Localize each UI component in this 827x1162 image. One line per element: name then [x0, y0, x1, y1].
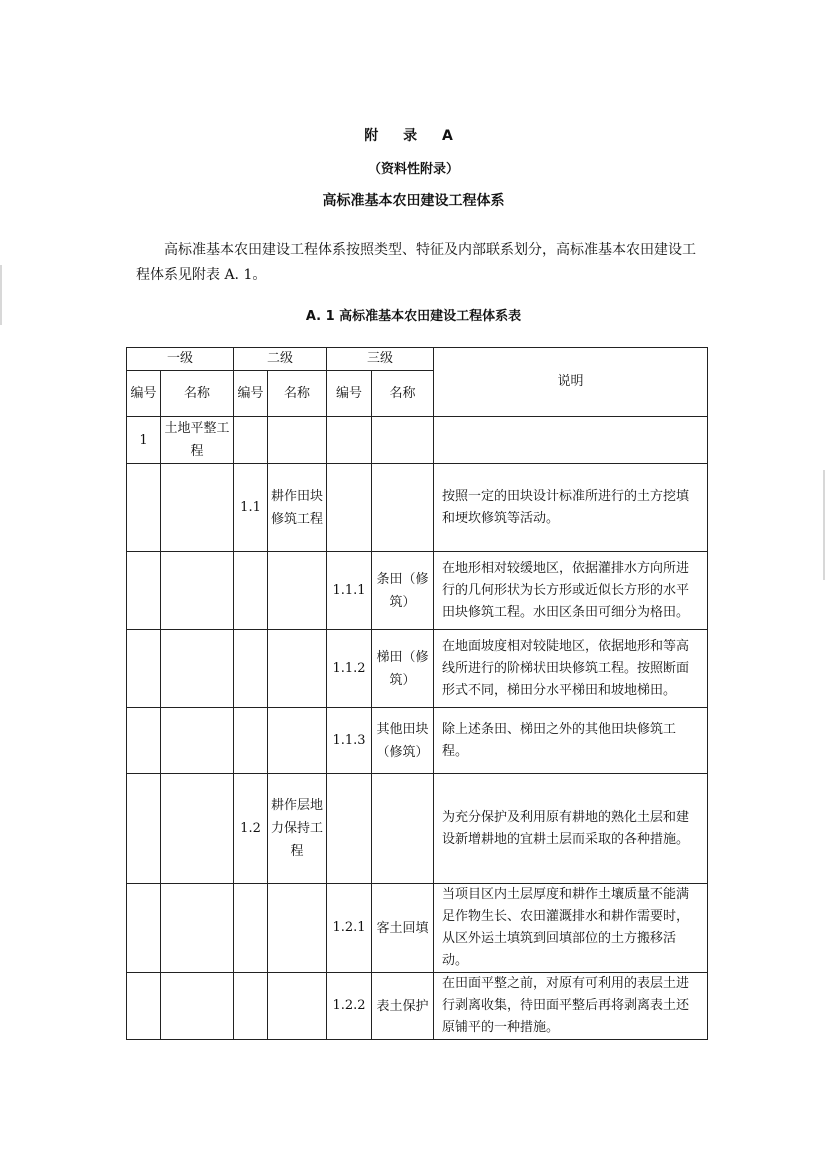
table-row [127, 417, 708, 464]
level3-name-cell: 条田（修筑） [372, 552, 434, 630]
level1-number-cell [127, 630, 161, 708]
engineering-system-table [126, 347, 708, 1040]
level2-number-cell [234, 552, 268, 630]
level2-number-cell [234, 708, 268, 774]
table-group-header-row [127, 348, 708, 371]
description-cell: 按照一定的田块设计标准所进行的土方挖填和埂坎修筑等活动。 [434, 464, 708, 552]
table-row [127, 552, 708, 630]
level3-number-cell [327, 417, 372, 464]
level3-name-cell: 表土保护 [372, 973, 434, 1040]
level1-name-cell: 土地平整工程 [161, 417, 234, 464]
level2-number-header: 编号 [234, 371, 268, 417]
table-row [127, 973, 708, 1040]
level1-number-header: 编号 [127, 371, 161, 417]
level3-name-cell [372, 464, 434, 552]
level3-number-cell: 1.2.2 [327, 973, 372, 1040]
level2-name-header: 名称 [268, 371, 327, 417]
level3-number-cell: 1.1.3 [327, 708, 372, 774]
level2-number-cell: 1.2 [234, 774, 268, 884]
level2-name-cell [268, 630, 327, 708]
level2-header: 二级 [234, 348, 327, 371]
level3-name-cell [372, 774, 434, 884]
level3-number-cell: 1.1.2 [327, 630, 372, 708]
appendix-title: 附 录 A [364, 128, 463, 144]
level2-name-cell [268, 884, 327, 973]
table-row [127, 708, 708, 774]
table-row [127, 774, 708, 884]
table-row [127, 884, 708, 973]
level1-name-cell [161, 630, 234, 708]
level1-number-cell [127, 774, 161, 884]
level2-name-cell: 耕作层地力保持工程 [268, 774, 327, 884]
level2-name-cell [268, 973, 327, 1040]
level2-name-cell: 耕作田块修筑工程 [268, 464, 327, 552]
level3-number-cell: 1.2.1 [327, 884, 372, 973]
level1-number-cell [127, 464, 161, 552]
level2-name-cell [268, 708, 327, 774]
level3-name-cell [372, 417, 434, 464]
level2-number-cell [234, 884, 268, 973]
level1-name-cell [161, 774, 234, 884]
level3-number-cell [327, 774, 372, 884]
level3-number-cell: 1.1.1 [327, 552, 372, 630]
level3-name-cell: 梯田（修筑） [372, 630, 434, 708]
level2-number-cell [234, 417, 268, 464]
level2-number-cell: 1.1 [234, 464, 268, 552]
level1-name-cell [161, 884, 234, 973]
level3-number-cell [327, 464, 372, 552]
level1-header: 一级 [127, 348, 234, 371]
level3-header: 三级 [327, 348, 434, 371]
level1-name-cell [161, 552, 234, 630]
description-cell [434, 417, 708, 464]
level2-name-cell [268, 552, 327, 630]
level1-name-header: 名称 [161, 371, 234, 417]
description-header: 说明 [434, 348, 708, 417]
scan-edge-mark [823, 470, 825, 580]
level3-number-header: 编号 [327, 371, 372, 417]
table-row [127, 630, 708, 708]
appendix-subject-title: 高标准基本农田建设工程体系 [322, 193, 505, 209]
level3-name-cell: 其他田块（修筑） [372, 708, 434, 774]
level1-number-cell [127, 973, 161, 1040]
description-cell: 在地形相对较缓地区，依据灌排水方向所进行的几何形状为长方形或近似长方形的水平田块修筑工程。水田区条田可细分为格田。 [434, 552, 708, 630]
level1-number-cell: 1 [127, 417, 161, 464]
level1-number-cell [127, 884, 161, 973]
level2-number-cell [234, 630, 268, 708]
level1-number-cell [127, 552, 161, 630]
level1-name-cell [161, 708, 234, 774]
description-cell: 在田面平整之前，对原有可利用的表层土进行剥离收集，待田面平整后再将剥离表土还原铺平的一种措施。 [434, 973, 708, 1040]
level2-number-cell [234, 973, 268, 1040]
level1-number-cell [127, 708, 161, 774]
intro-paragraph-line-1: 高标准基本农田建设工程体系按照类型、特征及内部联系划分，高标准基本农田建设工 [164, 242, 696, 258]
appendix-type: （资料性附录） [367, 162, 459, 177]
intro-paragraph-line-2: 程体系见附表 A. 1。 [136, 267, 267, 283]
level3-name-cell: 客土回填 [372, 884, 434, 973]
level2-name-cell [268, 417, 327, 464]
description-cell: 当项目区内土层厚度和耕作土壤质量不能满足作物生长、农田灌溉排水和耕作需要时，从区外运土填筑到回填部位的土方搬移活动。 [434, 884, 708, 973]
level1-name-cell [161, 464, 234, 552]
table-row [127, 464, 708, 552]
level3-name-header: 名称 [372, 371, 434, 417]
level1-name-cell [161, 973, 234, 1040]
scan-edge-mark [0, 265, 2, 325]
description-cell: 为充分保护及利用原有耕地的熟化土层和建设新增耕地的宜耕土层而采取的各种措施。 [434, 774, 708, 884]
description-cell: 在地面坡度相对较陡地区，依据地形和等高线所进行的阶梯状田块修筑工程。按照断面形式不同，梯田分水平梯田和坡地梯田。 [434, 630, 708, 708]
description-cell: 除上述条田、梯田之外的其他田块修筑工程。 [434, 708, 708, 774]
table-caption: A. 1 高标准基本农田建设工程体系表 [305, 309, 522, 324]
